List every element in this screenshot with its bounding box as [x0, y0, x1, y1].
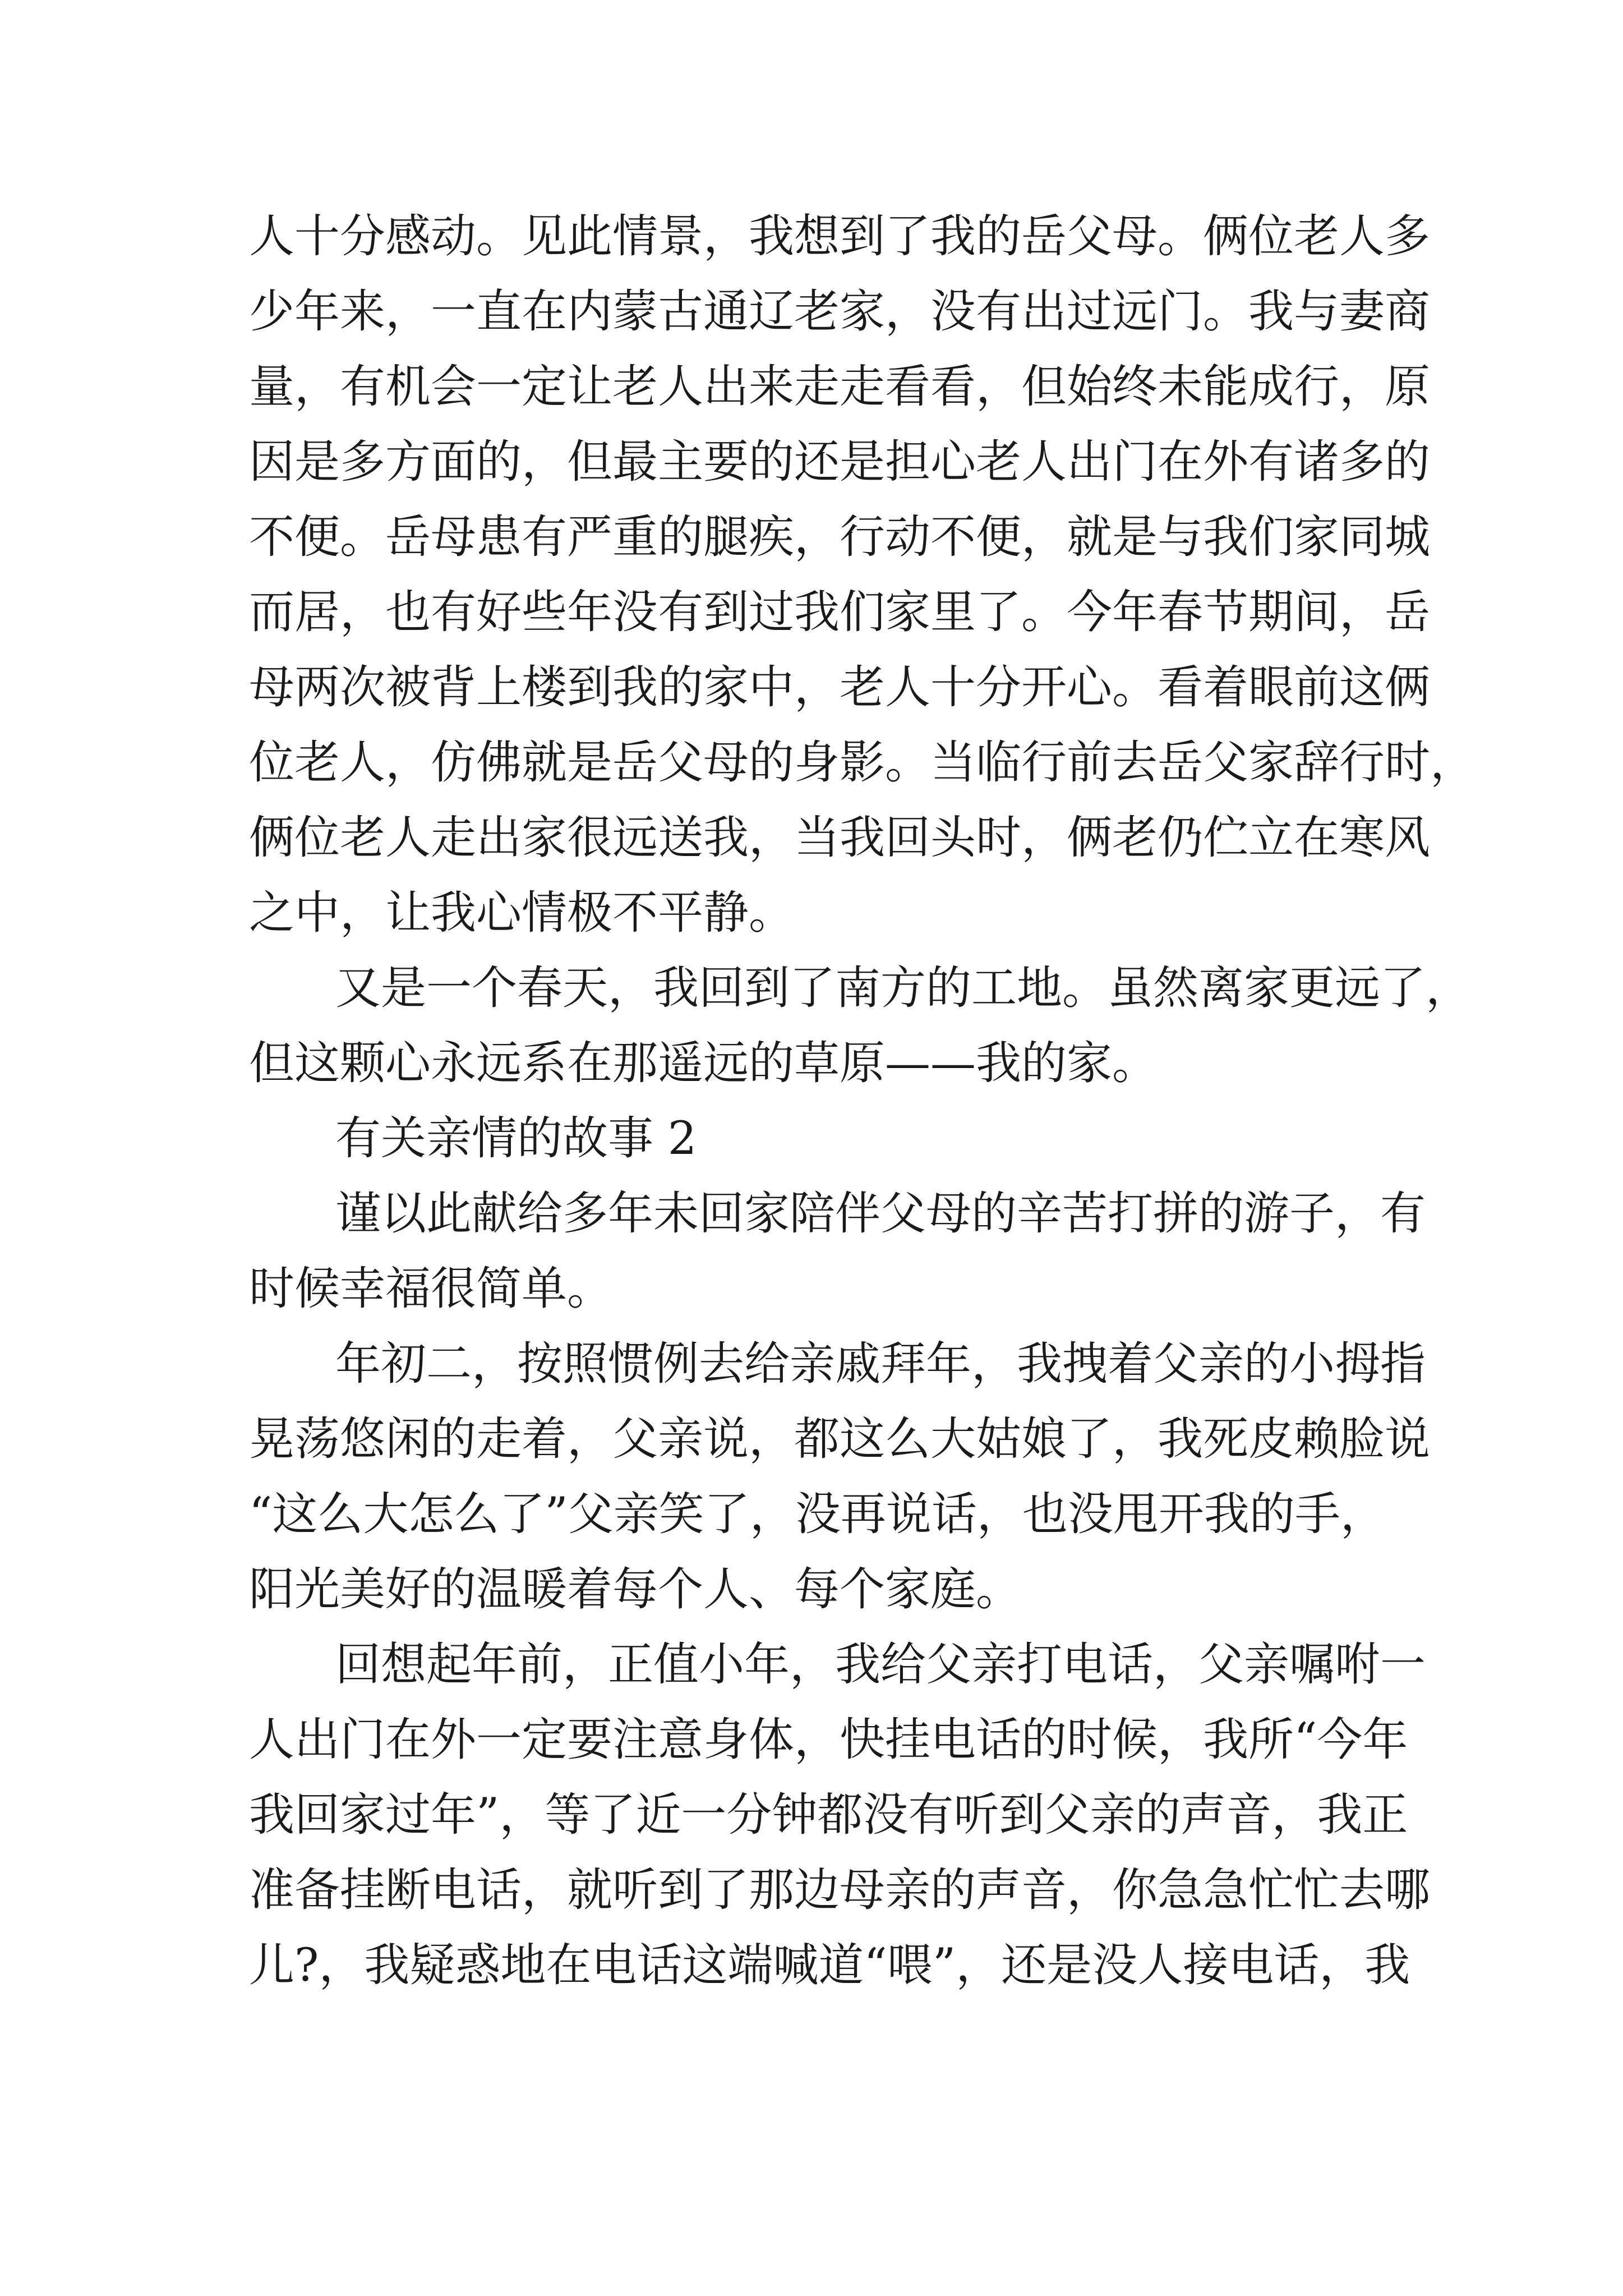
text-line: 量，有机会一定让老人出来走走看看，但始终未能成行，原 [249, 361, 1431, 413]
text-line: 而居，也有好些年没有到过我们家里了。今年春节期间，岳 [249, 586, 1431, 639]
text-line: 回想起年前，正值小年，我给父亲打电话，父亲嘱咐一 [335, 1639, 1426, 1691]
text-line: 阳光美好的温暖着每个人、每个家庭。 [249, 1563, 1022, 1616]
text-line: 人十分感动。见此情景，我想到了我的岳父母。俩位老人多 [249, 210, 1431, 263]
text-line: 时候幸福很简单。 [249, 1263, 613, 1315]
text-line: 又是一个春天，我回到了南方的工地。虽然离家更远了， [335, 962, 1472, 1015]
text-line: 人出门在外一定要注意身体，快挂电话的时候，我所“今年 [249, 1714, 1408, 1766]
text-line: 之中，让我心情极不平静。 [249, 887, 795, 940]
text-line: 少年来，一直在内蒙古通辽老家，没有出过远门。我与妻商 [249, 286, 1431, 338]
text-line: 晃荡悠闲的走着，父亲说，都这么大姑娘了，我死皮赖脸说 [249, 1413, 1431, 1466]
text-line: 准备挂断电话，就听到了那边母亲的声音，你急急忙忙去哪 [249, 1864, 1431, 1917]
section-heading: 有关亲情的故事 2 [335, 1112, 697, 1165]
text-line: 位老人，仿佛就是岳父母的身影。当临行前去岳父家辞行时， [249, 737, 1476, 789]
text-line: 年初二，按照惯例去给亲戚拜年，我拽着父亲的小拇指 [335, 1338, 1426, 1391]
text-line: 我回家过年”，等了近一分钟都没有听到父亲的声音，我正 [249, 1789, 1408, 1842]
text-line: 谨以此献给多年未回家陪伴父母的辛苦打拼的游子，有 [335, 1188, 1426, 1240]
text-line: 母两次被背上楼到我的家中，老人十分开心。看着眼前这俩 [249, 661, 1431, 714]
text-line: “这么大怎么了”父亲笑了，没再说话，也没甩开我的手， [249, 1488, 1386, 1541]
text-line: 但这颗心永远系在那遥远的草原——我的家。 [249, 1037, 1158, 1090]
text-line: 不便。岳母患有严重的腿疾，行动不便，就是与我们家同城 [249, 511, 1431, 564]
text-line: 儿?，我疑惑地在电话这端喊道“喂”，还是没人接电话，我 [249, 1939, 1410, 1992]
text-line: 俩位老人走出家很远送我，当我回头时，俩老仍伫立在寒风 [249, 812, 1431, 864]
text-line: 因是多方面的，但最主要的还是担心老人出门在外有诸多的 [249, 436, 1431, 489]
